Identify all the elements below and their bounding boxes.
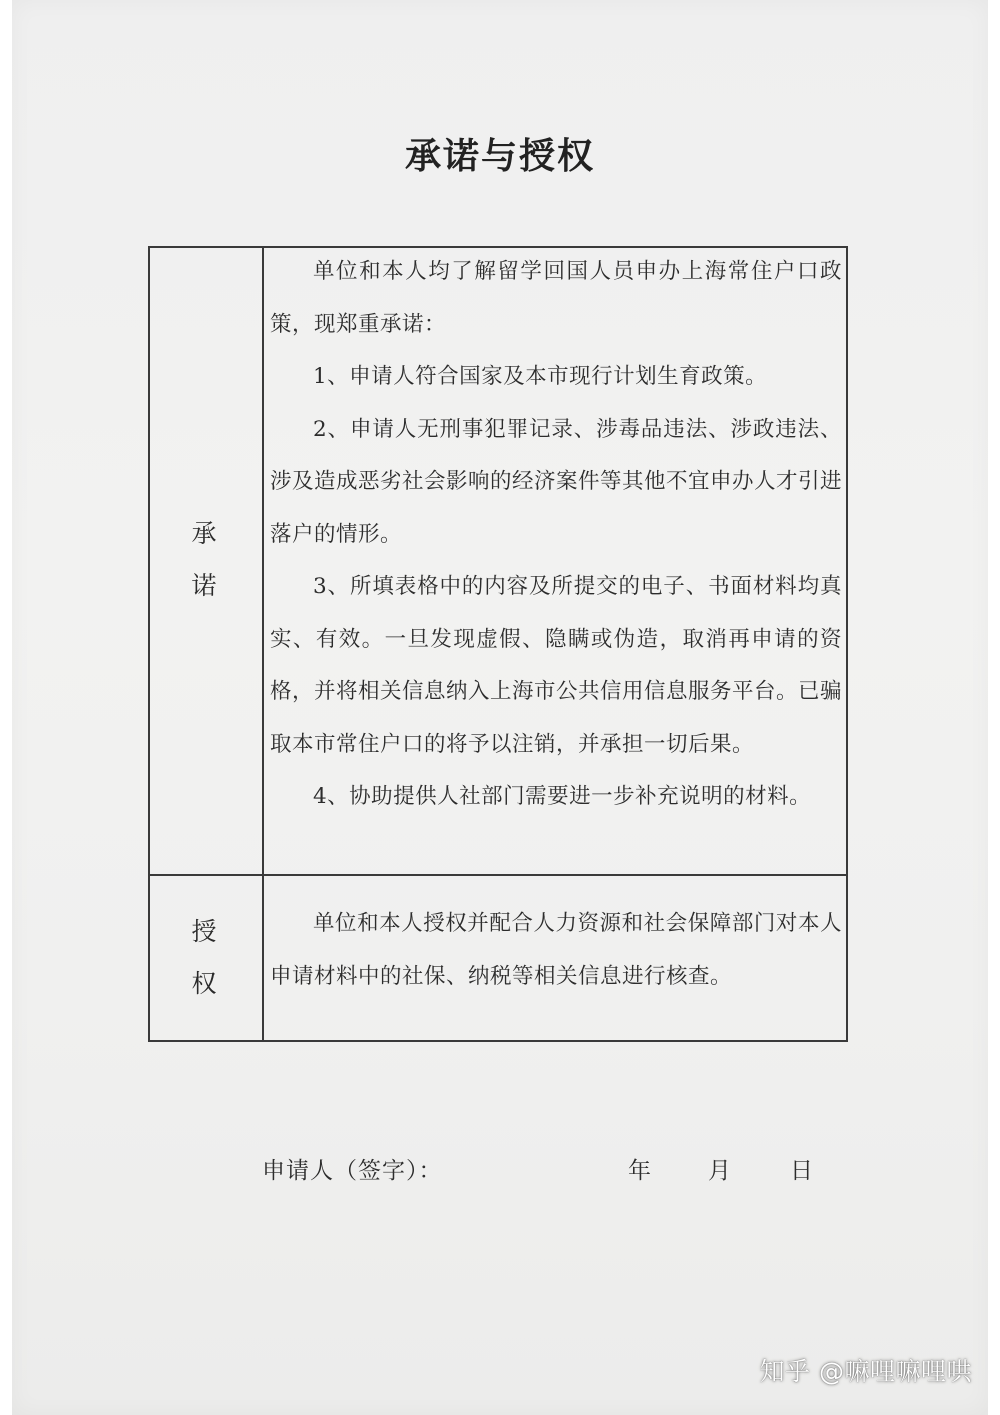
promise-section-content [270, 246, 842, 824]
promise-item-4: 4、协助提供人社部门需要进一步补充说明的材料。 [313, 784, 812, 809]
table-row-divider [150, 874, 846, 876]
authorization-section-content [270, 898, 842, 1003]
authorization-text: 单位和本人授权并配合人力资源和社会保障部门对本人申请材料中的社保、纳税等相关信息进行核查。 [270, 911, 842, 989]
zhihu-watermark: 知乎 @嘛哩嘛哩哄 [759, 1357, 972, 1386]
promise-item-2: 2、申请人无刑事犯罪记录、涉毒品违法、涉政违法、涉及造成恶劣社会影响的经济案件等其他不宜申办人才引进落户的情形。 [270, 416, 843, 547]
date-month-label: 月 [708, 1158, 731, 1184]
page-title: 承诺与授权 [404, 135, 595, 177]
date-day-label: 日 [790, 1158, 813, 1184]
promise-item-1: 1、申请人符合国家及本市现行计划生育政策。 [313, 364, 768, 389]
applicant-signature-label: 申请人（签字）： [262, 1158, 443, 1184]
promise-item-3: 3、所填表格中的内容及所提交的电子、书面材料均真实、有效。一旦发现虚假、隐瞒或伪造，取消再申请的资格，并将相关信息纳入上海市公共信用信息服务平台。已骗取本市常住户口的将予以注销，并承担一切后果。 [270, 574, 843, 757]
authorization-section-label: 授 权 [191, 917, 217, 998]
date-year-label: 年 [628, 1158, 651, 1184]
promise-section-label: 承 诺 [191, 519, 217, 600]
promise-intro: 单位和本人均了解留学回国人员申办上海常住户口政策，现郑重承诺： [270, 259, 842, 337]
table-column-divider [262, 248, 264, 1040]
